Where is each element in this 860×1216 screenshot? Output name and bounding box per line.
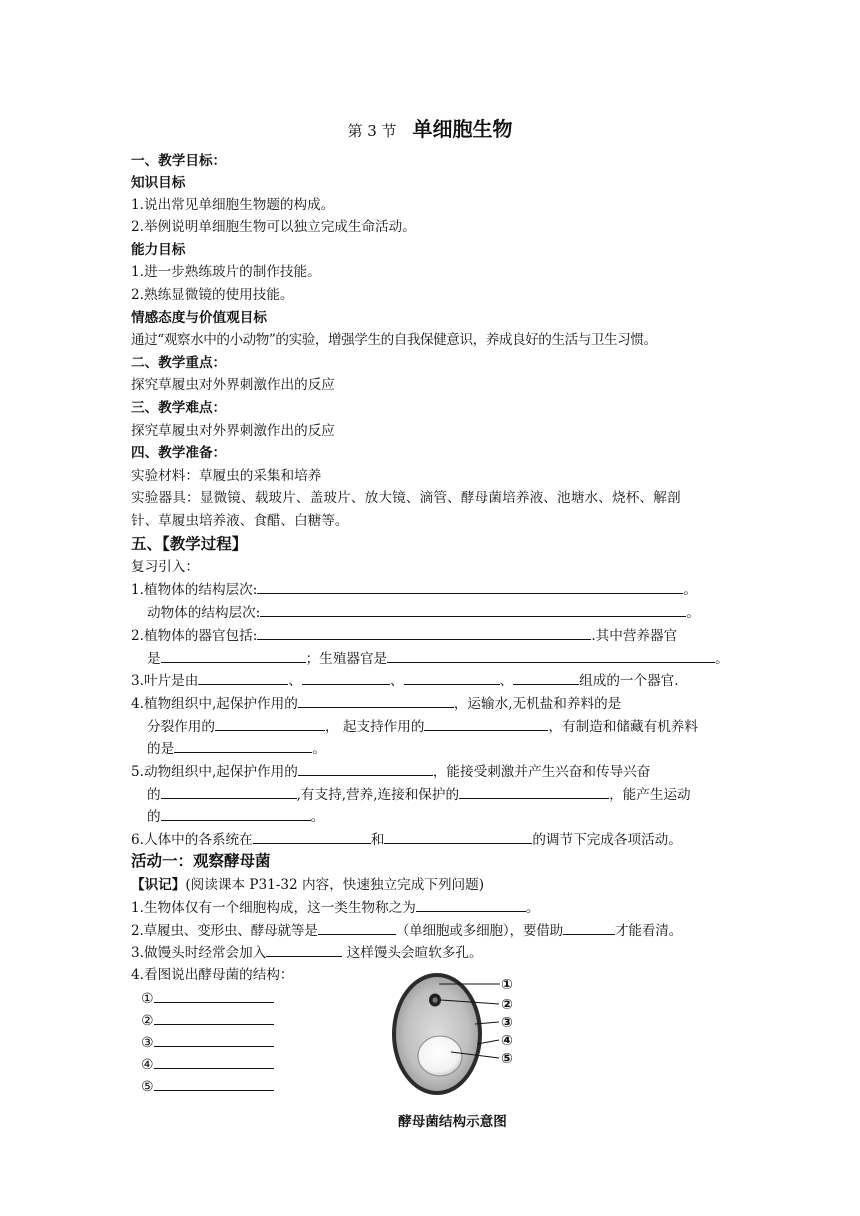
section-number: 第 3 节: [347, 122, 397, 140]
answer-blank[interactable]: [154, 1033, 274, 1047]
answer-blank[interactable]: [298, 762, 433, 776]
question-5c: 的 。: [147, 809, 325, 825]
answer-blank[interactable]: [459, 785, 609, 799]
key-points-heading: 二、教学重点：: [131, 355, 227, 371]
answer-blank[interactable]: [161, 649, 306, 663]
diagram-caption: 酵母菌结构示意图: [398, 1114, 507, 1130]
label-line-4: ④: [141, 1055, 274, 1075]
yeast-cell-diagram: [385, 972, 535, 1100]
answer-blank[interactable]: [266, 943, 342, 957]
question-5a: 5.动物组织中,起保护作用的 ，能接受刺激并产生兴奋和传导兴奋: [131, 764, 651, 780]
lesson-title: 单细胞生物: [412, 117, 513, 141]
question-2a: 2.植物体的器官包括: .其中营养器官: [131, 628, 678, 644]
answer-blank[interactable]: [154, 1011, 274, 1025]
answer-blank[interactable]: [298, 694, 454, 708]
answer-blank[interactable]: [424, 717, 548, 731]
equipment-line-1: 实验器具：显微镜、载玻片、盖玻片、放大镜、滴管、酵母菌培养液、池塘水、烧杯、解剖: [131, 490, 681, 506]
question-5b: 的 ,有支持,营养,连接和保护的 ，能产生运动: [147, 787, 691, 803]
answer-blank[interactable]: [257, 626, 591, 640]
answer-blank[interactable]: [174, 739, 312, 753]
difficulties-heading: 三、教学难点：: [131, 400, 227, 416]
review-intro: 复习引入：: [131, 559, 199, 575]
knowledge-item-2: 2.举例说明单细胞生物可以独立完成生命活动。: [131, 219, 416, 235]
answer-blank[interactable]: [198, 671, 288, 685]
preparation-heading: 四、教学准备：: [131, 445, 227, 461]
ability-item-2: 2.熟练显微镜的使用技能。: [131, 287, 294, 303]
answer-blank[interactable]: [257, 580, 683, 594]
marker-2: ②: [501, 997, 513, 1013]
activity-question-1: 1.生物体仅有一个细胞构成，这一类生物称之为 。: [131, 900, 540, 916]
ability-heading: 能力目标: [131, 242, 186, 258]
activity-heading: 活动一：观察酵母菌: [131, 852, 271, 870]
vacuole: [418, 1036, 462, 1076]
question-4b: 分裂作用的 ， 起支持作用的 ，有制造和储藏有机养料: [147, 719, 698, 735]
answer-blank[interactable]: [513, 671, 579, 685]
emotion-text: 通过“观察水中的小动物”的实验，增强学生的自我保健意识，养成良好的生活与卫生习惯。: [131, 332, 657, 348]
process-heading: 五、【教学过程】: [131, 535, 248, 553]
key-points-text: 探究草履虫对外界刺激作出的反应: [131, 377, 335, 393]
answer-blank[interactable]: [404, 671, 500, 685]
knowledge-heading: 知识目标: [131, 175, 186, 191]
answer-blank[interactable]: [253, 830, 371, 844]
question-2b: 是 ；生殖器官是 。: [147, 651, 729, 667]
question-1a: 1.植物体的结构层次: 。: [131, 582, 697, 598]
difficulties-text: 探究草履虫对外界刺激作出的反应: [131, 423, 335, 439]
ability-item-1: 1.进一步熟练玻片的制作技能。: [131, 264, 321, 280]
equipment-line-2: 针、草履虫培养液、食醋、白糖等。: [131, 513, 349, 529]
marker-5: ⑤: [501, 1051, 513, 1067]
label-line-3: ③: [141, 1033, 274, 1053]
answer-blank[interactable]: [154, 1055, 274, 1069]
activity-question-4: 4.看图说出酵母菌的结构：: [131, 967, 294, 983]
recall-line: 【识记】(阅读课本 P31-32 内容，快速独立完成下列问题): [131, 877, 485, 893]
answer-blank[interactable]: [416, 898, 526, 912]
objectives-heading: 一、教学目标：: [131, 153, 227, 169]
label-line-1: ①: [141, 989, 274, 1009]
question-4a: 4.植物组织中,起保护作用的 ，运输水,无机盐和养料的是: [131, 696, 622, 712]
knowledge-item-1: 1.说出常见单细胞生物题的构成。: [131, 197, 335, 213]
marker-1: ①: [501, 977, 513, 993]
nucleolus: [433, 997, 438, 1003]
answer-blank[interactable]: [260, 603, 686, 617]
question-4c: 的是 。: [147, 741, 326, 757]
answer-blank[interactable]: [154, 989, 274, 1003]
answer-blank[interactable]: [154, 1077, 274, 1091]
label-line-5: ⑤: [141, 1077, 274, 1097]
activity-question-3: 3.做馒头时经常会加入 这样馒头会暄软多孔。: [131, 945, 483, 961]
question-3: 3.叶片是由 、 、 、 组成的一个器官.: [131, 673, 679, 689]
materials-text: 实验材料：草履虫的采集和培养: [131, 468, 322, 484]
emotion-heading: 情感态度与价值观目标: [131, 310, 267, 326]
marker-3: ③: [501, 1015, 513, 1031]
activity-question-2: 2.草履虫、变形虫、酵母就等是 （单细胞或多细胞），要借助 才能看清。: [131, 923, 682, 939]
answer-blank[interactable]: [318, 921, 396, 935]
label-line-2: ②: [141, 1011, 274, 1031]
marker-4: ④: [501, 1033, 513, 1049]
answer-blank[interactable]: [161, 785, 297, 799]
page-title: [0, 113, 860, 142]
question-1b: 动物体的结构层次: 。: [147, 605, 700, 621]
answer-blank[interactable]: [563, 921, 615, 935]
answer-blank[interactable]: [161, 807, 311, 821]
answer-blank[interactable]: [302, 671, 390, 685]
answer-blank[interactable]: [384, 830, 532, 844]
answer-blank[interactable]: [387, 649, 715, 663]
answer-blank[interactable]: [215, 717, 325, 731]
question-6: 6.人体中的各系统在 和 的调节下完成各项活动。: [131, 832, 682, 848]
